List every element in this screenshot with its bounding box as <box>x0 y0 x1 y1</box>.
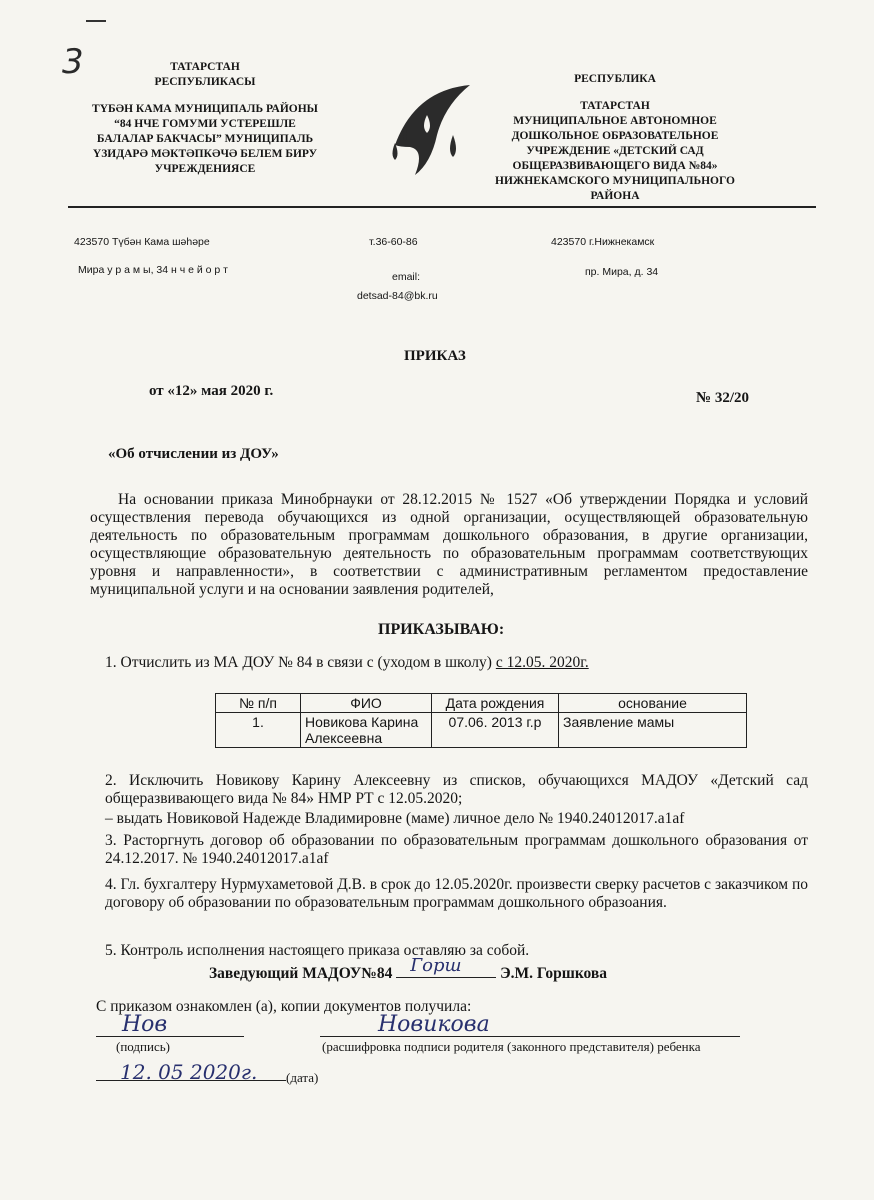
header-left-line: ҮЗИДАРӘ МӘКТӘПКӘЧӘ БЕЛЕМ БИРУ <box>92 148 318 160</box>
table-header-cell: основание <box>559 694 747 713</box>
order-item-2: 2. Исключить Новикову Карину Алексеевну из списков, обучающихся МАДОУ «Детский сад общеразвивающего вида № 84» НМР РТ с 12.05.2020; <box>105 772 808 807</box>
header-right-line: МУНИЦИПАЛЬНОЕ АВТОНОМНОЕ <box>513 115 717 127</box>
contact-right-city: 423570 г.Нижнекамск <box>551 236 655 248</box>
handwritten-date: 12. 05 2020г. <box>120 1060 258 1084</box>
order-basis: На основании приказа Минобрнауки от 28.12.2015 № 1527 «Об утверждении Порядка и условий осуществления перевода обучающихся из одной организации, осуществляющей образовательную деятельность по образовательным программам дошкольного образования, в другие организации, осуществляющие образовательную деятельность по образовательным программам соответствующих уровня и направленности», в соответствии с административным регламентом предоставление муниципальной услуги и на основании заявления родителей, <box>90 491 808 598</box>
contact-left-city: 423570 Түбән Кама шәһәре <box>74 236 210 248</box>
header-left-line: БАЛАЛАР БАКЧАСЫ” МУНИЦИПАЛЬ <box>96 133 314 145</box>
header-left-line: УЧРЕЖДЕНИЯСЕ <box>154 163 256 175</box>
order-title: ПРИКАЗ <box>404 348 466 364</box>
order-item-1-text: 1. Отчислить из МА ДОУ № 84 в связи с (уходом в школу) <box>105 654 496 671</box>
order-item-1-date: с 12.05. 2020г. <box>495 654 589 671</box>
header-right-line: ОБЩЕРАЗВИВАЮЩЕГО ВИДА №84» <box>512 160 718 172</box>
date-caption: (дата) <box>286 1070 319 1085</box>
header-right-line: НИЖНЕКАМСКОГО МУНИЦИПАЛЬНОГО <box>495 175 735 187</box>
ack-text: С приказом ознакомлен (а), копии документов получила: <box>96 998 472 1015</box>
order-item-2-sub: – выдать Новиковой Надежде Владимировне (маме) личное дело № 1940.24012017.a1af <box>105 810 685 827</box>
header-right-line: ДОШКОЛЬНОЕ ОБРАЗОВАТЕЛЬНОЕ <box>511 130 719 142</box>
table-header-cell: Дата рождения <box>432 694 559 713</box>
header-left-line: “84 НЧЕ ГОМУМИ УСТЕРЕШЛЕ <box>114 118 296 130</box>
header-left-line: ТҮБӘН КАМА МУНИЦИПАЛЬ РАЙОНЫ <box>92 103 318 115</box>
header-left <box>60 60 350 177</box>
table-cell: 1. <box>216 713 301 748</box>
sign-line <box>96 1036 244 1037</box>
header-right-line: РЕСПУБЛИКА <box>574 73 656 85</box>
head-signature <box>209 955 608 983</box>
order-subject: «Об отчислении из ДОУ» <box>108 446 279 462</box>
head-name: Э.М. Горшкова <box>500 965 608 982</box>
school-logo <box>375 75 485 185</box>
order-number: № 32/20 <box>696 390 749 406</box>
contact-email: detsad-84@bk.ru <box>357 290 438 302</box>
header-divider <box>68 206 816 208</box>
table-header-row <box>216 694 747 713</box>
decode-caption: (расшифровка подписи родителя (законного представителя) ребенка <box>322 1039 701 1054</box>
header-left-line: ТАТАРСТАН <box>170 61 240 73</box>
order-item-4: 4. Гл. бухгалтеру Нурмухаметовой Д.В. в срок до 12.05.2020г. произвести сверку расчетов с заказчиком по договору об образовании по образовательным программам дошкольного образоания. <box>105 876 808 911</box>
header-right-line: РАЙОНА <box>590 190 640 202</box>
table-header-cell: ФИО <box>301 694 432 713</box>
parent-surname: Новикова <box>378 1012 490 1037</box>
order-command: ПРИКАЗЫВАЮ: <box>378 621 505 638</box>
head-signature-line <box>396 955 496 978</box>
contact-left-street: Мира у р а м ы, 34 н ч е й о р т <box>78 264 228 276</box>
head-label: Заведующий МАДОУ№84 <box>209 965 393 982</box>
table-cell: Новикова Карина Алексеевна <box>301 713 432 748</box>
contact-phone: т.36-60-86 <box>369 236 418 248</box>
order-item-3: 3. Расторгнуть договор об образовании по образовательным программам дошкольного образования от 24.12.2017. № 1940.24012017.a1af <box>105 832 808 867</box>
header-right-line: ТАТАРСТАН <box>580 100 650 112</box>
parent-signature: Нов <box>122 1012 168 1037</box>
head-scribble: Горш <box>410 955 462 976</box>
header-right <box>480 72 750 204</box>
table-row <box>216 713 747 748</box>
header-left-line: РЕСПУБЛИКАСЫ <box>154 76 256 88</box>
header-left-line <box>60 90 350 102</box>
contact-email-label: email: <box>392 271 421 283</box>
order-item-5: 5. Контроль исполнения настоящего приказа оставляю за собой. <box>105 942 530 959</box>
table-header-cell: № п/п <box>216 694 301 713</box>
page-number-mark: 3 <box>62 42 84 82</box>
table-cell: Заявление мамы <box>559 713 747 748</box>
student-table <box>215 693 747 748</box>
header-right-line: УЧРЕЖДЕНИЕ «ДЕТСКИЙ САД <box>526 145 704 157</box>
sign-caption: (подпись) <box>116 1039 170 1054</box>
table-cell: 07.06. 2013 г.р <box>432 713 559 748</box>
contact-right-street: пр. Мира, д. 34 <box>585 266 659 278</box>
header-right-line <box>480 87 750 99</box>
order-date: от «12» мая 2020 г. <box>149 383 274 399</box>
corner-dash <box>86 20 106 22</box>
order-item-1 <box>105 654 589 672</box>
